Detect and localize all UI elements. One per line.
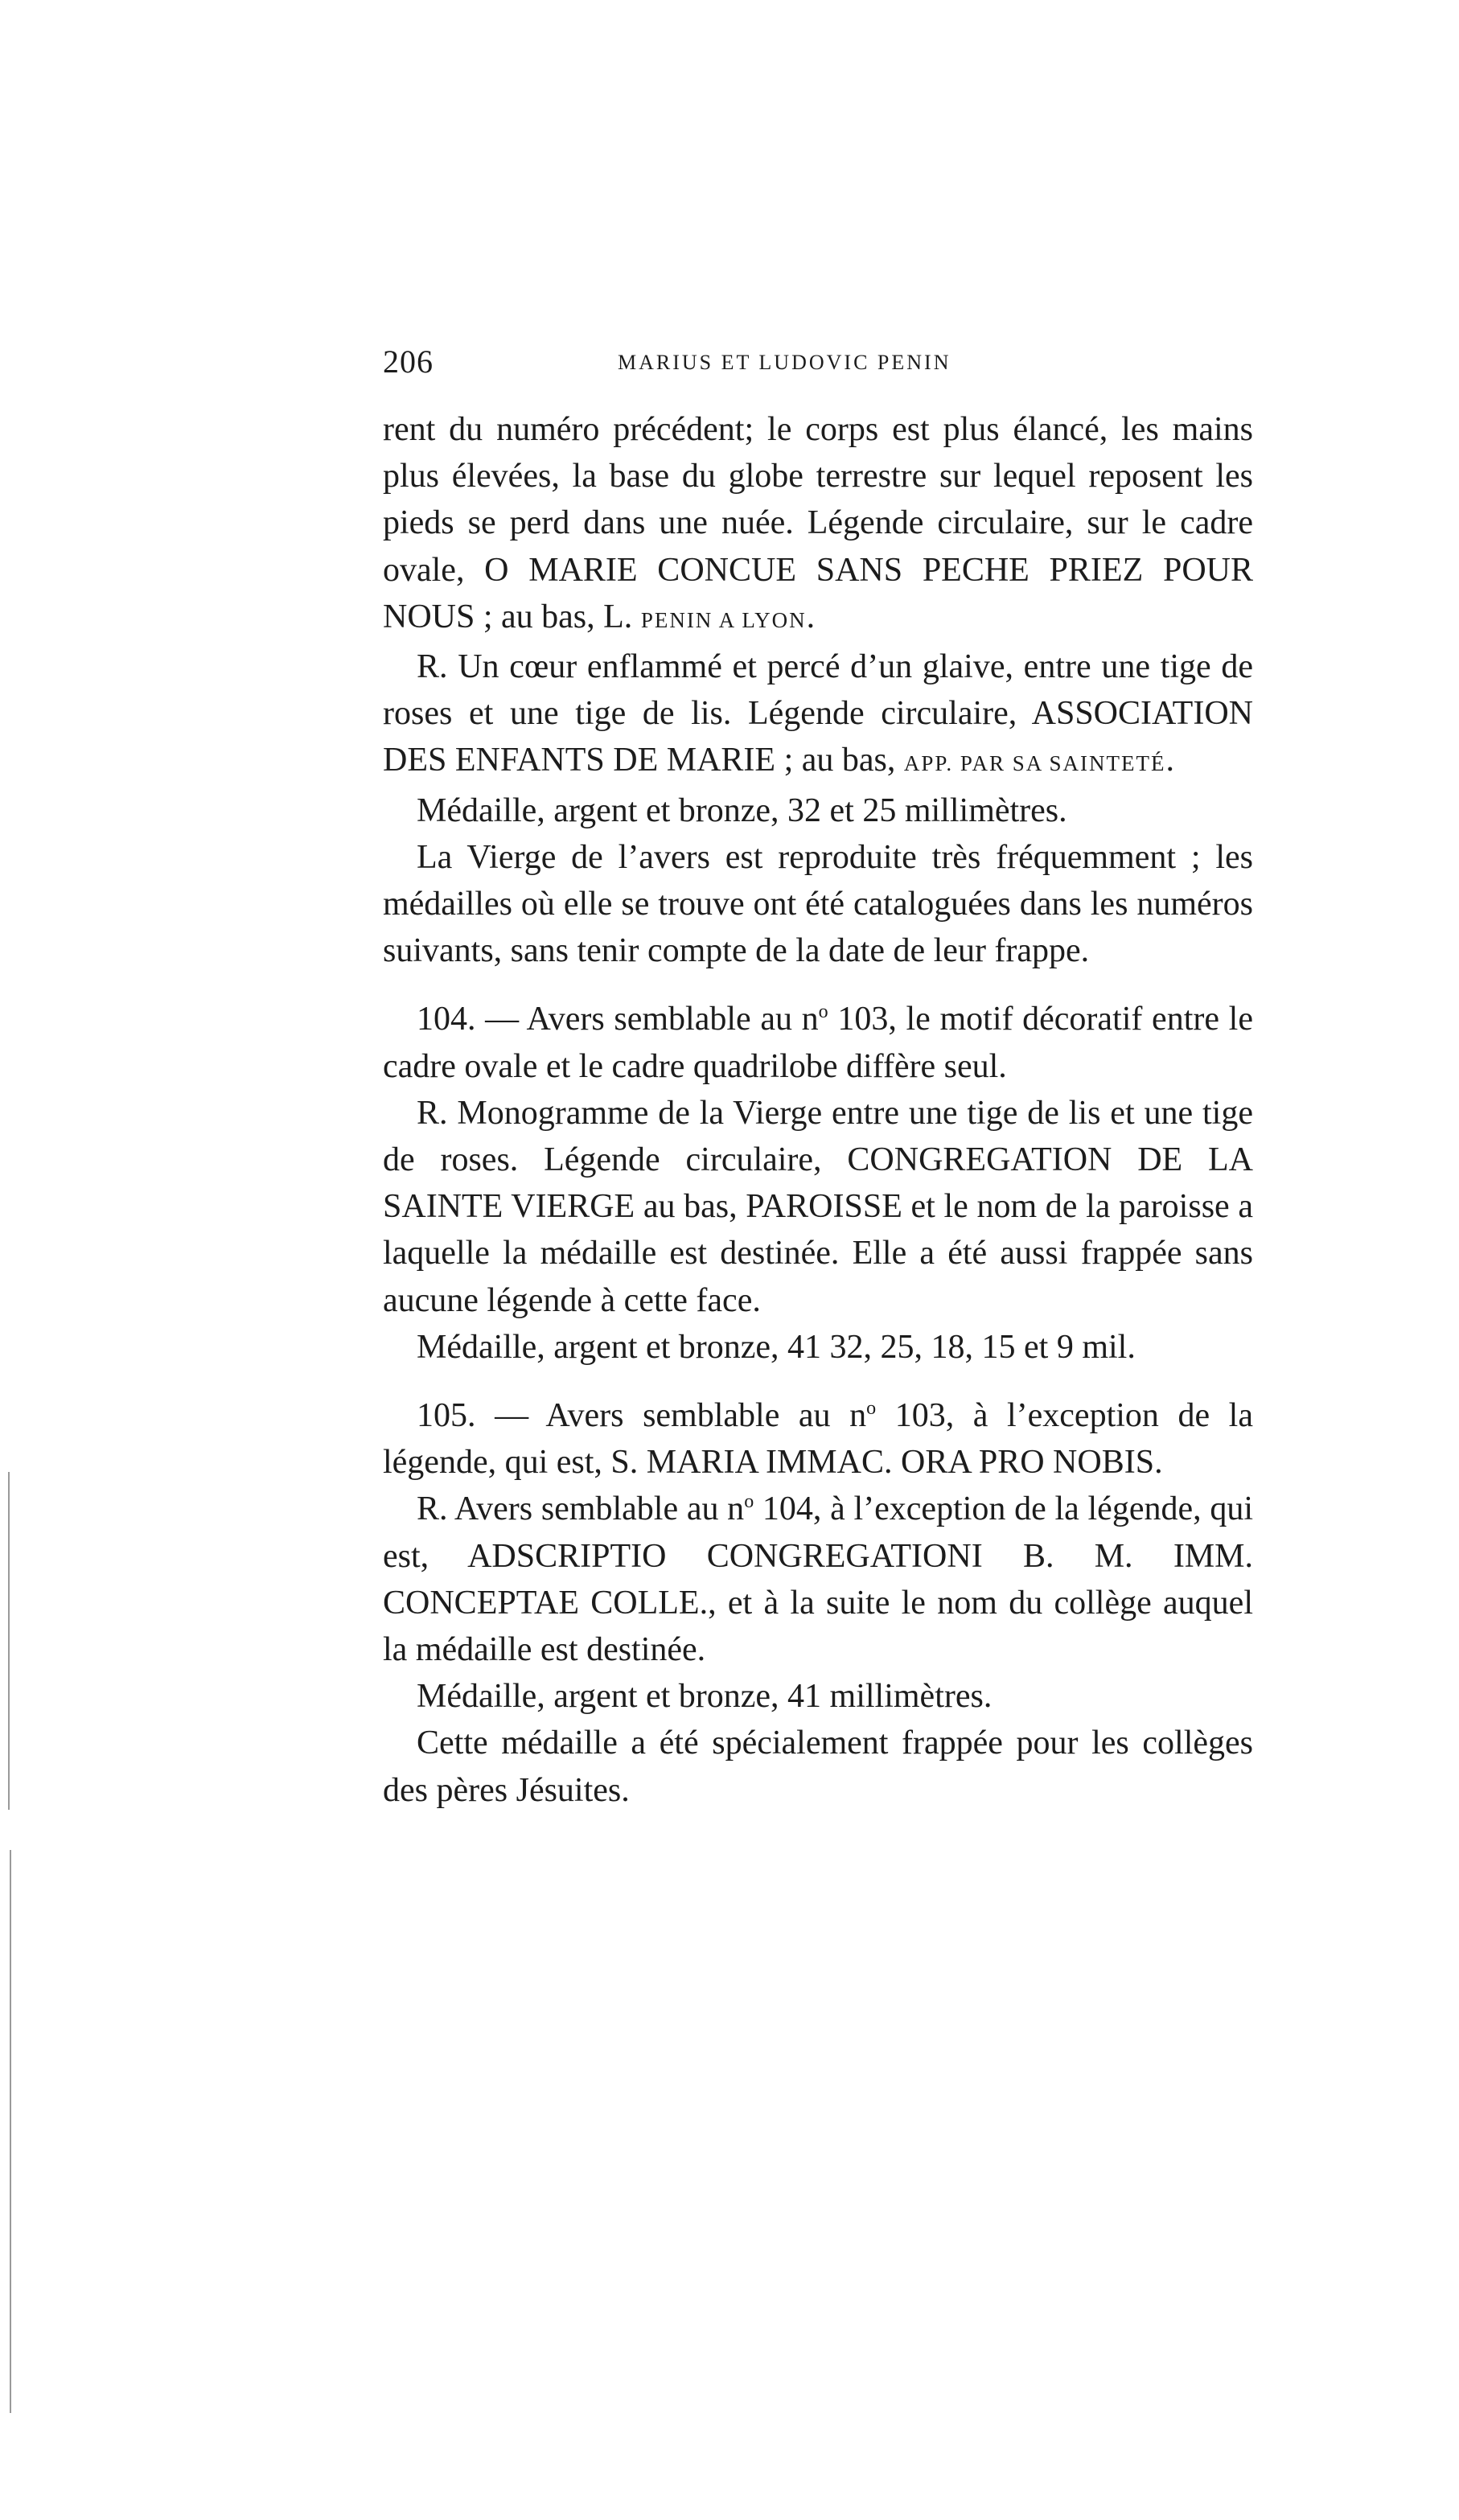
superscript: o [866,1398,877,1420]
text-run: 103, le motif décoratif entre le cadre ovale et le cadre quadrilobe diffère seul. [383,1001,1253,1085]
paragraph-reverse [383,643,1253,787]
paragraph-continuation [383,406,1253,643]
paragraph-entry-105 [383,1392,1253,1486]
body-text [383,406,1253,1814]
text-run: . [806,598,816,635]
paragraph-medal-specs-104: Médaille, argent et bronze, 41 32, 25, 18, 15 et 9 mil. [417,1328,1136,1366]
text-run: 104, à l’exception de la légende, qui est, ADSCRIPTIO CONGREGATIONI B. M. IMM. CONCEPTAE COLLE., et à la suite le nom du collège auquel la médaille est destinée. [383,1490,1253,1669]
paragraph-note-105: Cette médaille a été spécialement frappée pour les collèges des pères Jésuites. [383,1725,1253,1809]
page-number: 206 [383,343,434,380]
paragraph-reverse-104: R. Monogramme de la Vierge entre une tige de lis et une tige de roses. Légende circulaire, CONGREGATION DE LA SAINTE VIERGE au bas, PAROISSE et le nom de la paroisse a laquelle la médaille est destinée. Elle a été aussi frappée sans aucune légende à cette face. [383,1094,1253,1319]
superscript: o [744,1491,754,1513]
page-header [383,343,1010,388]
approval-mark: APP. PAR SA SAINTETÉ [903,751,1166,776]
superscript: o [818,1001,828,1023]
running-title: MARIUS ET LUDOVIC PENIN [618,351,951,374]
text-run: 104. — Avers semblable au n [417,1001,819,1038]
paragraph-medal-specs: Médaille, argent et bronze, 32 et 25 millimètres. [417,791,1067,829]
paragraph-medal-specs-105: Médaille, argent et bronze, 41 millimètres. [417,1678,993,1716]
paragraph-entry-104 [383,996,1253,1089]
text-run: rent du numéro précédent; le corps est plus élancé, les mains plus élevées, la base du globe terrestre sur lequel reposent les pieds se perd dans une nuée. Légende circulaire, sur le cadre ovale, O MARIE CONCUE SANS PECHE PRIEZ POUR NOUS ; au bas, L. [383,411,1253,635]
text-run: 103, à l’exception de la légende, qui est, S. MARIA IMMAC. ORA PRO NOBIS. [383,1397,1253,1482]
paragraph-reverse-105 [383,1486,1253,1673]
text-run: . [1165,742,1174,779]
text-run: 105. — Avers semblable au n [417,1397,867,1435]
text-run: R. Avers semblable au n [417,1490,745,1528]
engraver-signature: PENIN A LYON [640,607,807,632]
text-run: R. Un cœur enflammé et percé d’un glaive, entre une tige de roses et une tige de lis. Légende circulaire, ASSOCIATION DES ENFANTS DE MARIE ; au bas, [383,648,1253,779]
scan-edge-marks [0,0,48,2520]
paragraph-note: La Vierge de l’avers est reproduite très fréquemment ; les médailles où elle se trouve ont été cataloguées dans les numéros suivants, sans tenir compte de la date de leur frappe. [383,838,1253,970]
